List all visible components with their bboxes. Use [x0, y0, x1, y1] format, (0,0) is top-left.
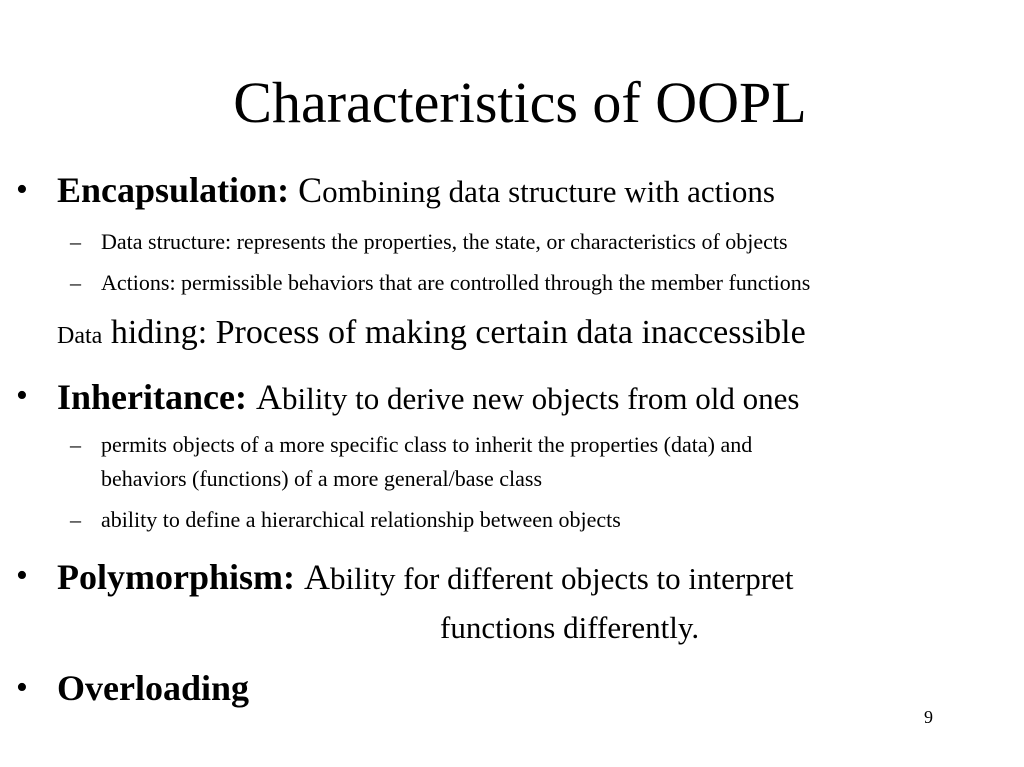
polymorphism-description: bility for different objects to interpret: [330, 561, 794, 596]
inheritance-sub-item-continuation: behaviors (functions) of a more general/base class: [101, 466, 543, 491]
inheritance-sub-item: permits objects of a more specific class to inherit the properties (data) and: [101, 432, 753, 457]
data-hiding-description: hiding: Process of making certain data inaccessible: [102, 314, 806, 351]
dash-glyph: –: [70, 270, 81, 295]
encapsulation-sub-item: Data structure: represents the properties, the state, or characteristics of objects: [101, 229, 788, 254]
data-hiding-item: [57, 310, 806, 362]
bullet-glyph: •: [16, 557, 28, 594]
polymorphism-term: Polymorphism:: [57, 557, 304, 597]
polymorphism-item: [57, 554, 793, 608]
inheritance-cap: A: [255, 377, 282, 417]
overloading-term: Overloading: [57, 668, 250, 708]
inheritance-term: Inheritance:: [57, 377, 256, 417]
encapsulation-term: Encapsulation:: [57, 170, 299, 210]
inheritance-item: [57, 374, 799, 428]
dash-glyph: –: [70, 432, 81, 457]
page-number: 9: [924, 707, 933, 727]
polymorphism-continuation: functions differently.: [440, 610, 700, 645]
bullet-glyph: •: [16, 171, 28, 208]
encapsulation-item: [57, 168, 775, 220]
dash-glyph: –: [70, 229, 81, 254]
polymorphism-cap: A: [304, 557, 330, 597]
encapsulation-sub-item: Actions: permissible behaviors that are controlled through the member functions: [101, 270, 811, 295]
inheritance-sub-item: ability to define a hierarchical relationship between objects: [101, 507, 621, 532]
slide-title: Characteristics of OOPL: [233, 70, 807, 135]
data-hiding-lead: Data: [57, 323, 103, 349]
dash-glyph: –: [70, 507, 81, 532]
encapsulation-description: ombining data structure with actions: [322, 174, 775, 209]
bullet-glyph: •: [16, 669, 28, 706]
inheritance-description: bility to derive new objects from old ones: [281, 381, 800, 416]
bullet-glyph: •: [16, 377, 28, 414]
encapsulation-cap: C: [298, 170, 323, 210]
